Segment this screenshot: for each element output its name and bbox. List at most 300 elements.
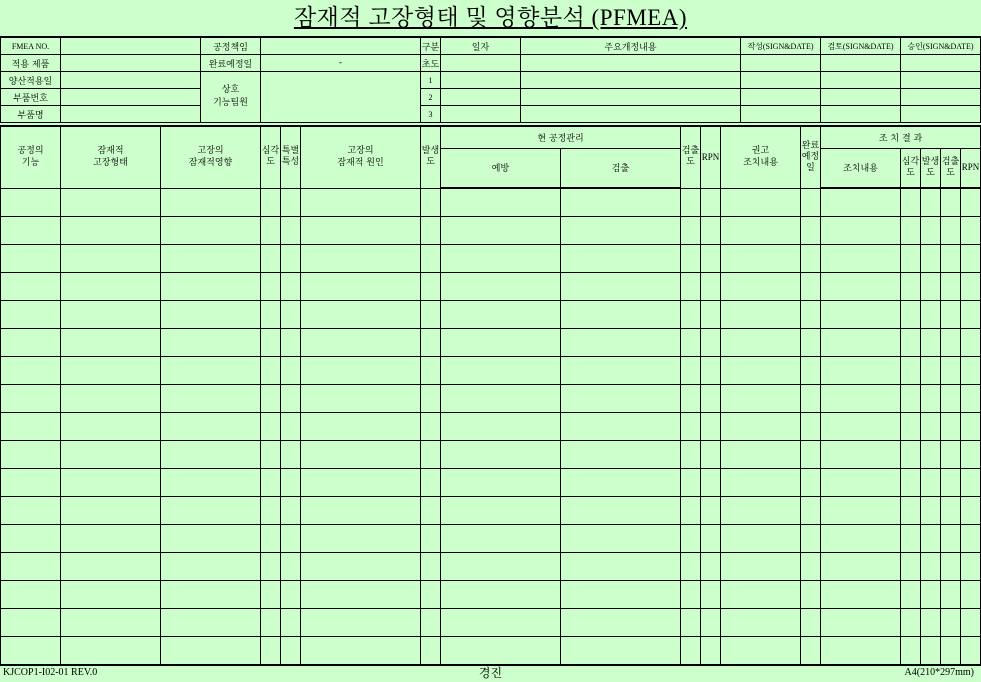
table-cell[interactable]: [281, 525, 301, 553]
table-cell[interactable]: [1, 329, 61, 357]
table-cell[interactable]: [281, 441, 301, 469]
table-cell[interactable]: [681, 609, 701, 637]
table-cell[interactable]: [1, 497, 61, 525]
table-cell[interactable]: [1, 188, 61, 217]
table-cell[interactable]: [421, 581, 441, 609]
table-cell[interactable]: [421, 413, 441, 441]
table-cell[interactable]: [941, 245, 961, 273]
table-cell[interactable]: [901, 413, 921, 441]
table-cell[interactable]: [681, 217, 701, 245]
table-cell[interactable]: [901, 357, 921, 385]
rev-date-cell[interactable]: [441, 72, 521, 89]
table-cell[interactable]: [701, 637, 721, 666]
table-cell[interactable]: [281, 413, 301, 441]
table-cell[interactable]: [441, 413, 561, 441]
fmea-no-value[interactable]: [61, 37, 201, 55]
table-cell[interactable]: [701, 329, 721, 357]
table-cell[interactable]: [901, 497, 921, 525]
table-cell[interactable]: [301, 497, 421, 525]
table-cell[interactable]: [801, 637, 821, 666]
table-cell[interactable]: [561, 188, 681, 217]
table-cell[interactable]: [441, 273, 561, 301]
table-cell[interactable]: [701, 217, 721, 245]
table-cell[interactable]: [561, 385, 681, 413]
table-cell[interactable]: [61, 581, 161, 609]
table-cell[interactable]: [61, 609, 161, 637]
table-cell[interactable]: [801, 553, 821, 581]
table-cell[interactable]: [161, 217, 261, 245]
table-cell[interactable]: [681, 301, 701, 329]
table-cell[interactable]: [301, 188, 421, 217]
table-cell[interactable]: [721, 469, 801, 497]
table-cell[interactable]: [1, 273, 61, 301]
table-cell[interactable]: [441, 217, 561, 245]
rev-content-cell[interactable]: [521, 106, 741, 123]
table-cell[interactable]: [441, 553, 561, 581]
part-no-value[interactable]: [61, 89, 201, 106]
table-cell[interactable]: [301, 413, 421, 441]
table-cell[interactable]: [161, 385, 261, 413]
table-cell[interactable]: [801, 385, 821, 413]
table-cell[interactable]: [721, 245, 801, 273]
table-cell[interactable]: [61, 329, 161, 357]
table-cell[interactable]: [961, 385, 981, 413]
table-cell[interactable]: [261, 581, 281, 609]
table-cell[interactable]: [921, 553, 941, 581]
table-cell[interactable]: [421, 273, 441, 301]
table-cell[interactable]: [921, 637, 941, 666]
table-cell[interactable]: [921, 273, 941, 301]
table-cell[interactable]: [921, 217, 941, 245]
table-cell[interactable]: [261, 357, 281, 385]
author-cell[interactable]: [741, 55, 821, 72]
table-cell[interactable]: [1, 525, 61, 553]
table-cell[interactable]: [681, 469, 701, 497]
table-cell[interactable]: [941, 413, 961, 441]
table-cell[interactable]: [801, 273, 821, 301]
table-cell[interactable]: [281, 329, 301, 357]
table-cell[interactable]: [301, 329, 421, 357]
table-cell[interactable]: [821, 441, 901, 469]
table-cell[interactable]: [561, 357, 681, 385]
table-cell[interactable]: [561, 329, 681, 357]
rev-date-cell[interactable]: [441, 55, 521, 72]
table-cell[interactable]: [261, 188, 281, 217]
table-cell[interactable]: [301, 581, 421, 609]
table-cell[interactable]: [941, 301, 961, 329]
rev-content-cell[interactable]: [521, 55, 741, 72]
table-cell[interactable]: [821, 581, 901, 609]
table-cell[interactable]: [821, 301, 901, 329]
table-cell[interactable]: [821, 637, 901, 666]
table-cell[interactable]: [61, 245, 161, 273]
table-cell[interactable]: [261, 497, 281, 525]
table-cell[interactable]: [681, 441, 701, 469]
table-cell[interactable]: [1, 609, 61, 637]
table-cell[interactable]: [261, 469, 281, 497]
table-cell[interactable]: [161, 273, 261, 301]
table-cell[interactable]: [941, 217, 961, 245]
table-cell[interactable]: [421, 217, 441, 245]
table-cell[interactable]: [161, 188, 261, 217]
table-cell[interactable]: [821, 188, 901, 217]
table-cell[interactable]: [561, 413, 681, 441]
table-cell[interactable]: [1, 357, 61, 385]
table-cell[interactable]: [801, 329, 821, 357]
table-cell[interactable]: [441, 469, 561, 497]
table-cell[interactable]: [681, 581, 701, 609]
table-cell[interactable]: [261, 217, 281, 245]
table-cell[interactable]: [681, 553, 701, 581]
table-cell[interactable]: [961, 469, 981, 497]
table-cell[interactable]: [961, 413, 981, 441]
table-cell[interactable]: [61, 497, 161, 525]
table-cell[interactable]: [301, 609, 421, 637]
table-cell[interactable]: [901, 469, 921, 497]
table-cell[interactable]: [1, 217, 61, 245]
table-cell[interactable]: [901, 609, 921, 637]
table-cell[interactable]: [61, 413, 161, 441]
table-cell[interactable]: [681, 329, 701, 357]
table-cell[interactable]: [681, 245, 701, 273]
table-cell[interactable]: [1, 413, 61, 441]
table-cell[interactable]: [701, 469, 721, 497]
table-cell[interactable]: [441, 441, 561, 469]
table-cell[interactable]: [421, 245, 441, 273]
table-cell[interactable]: [701, 188, 721, 217]
table-cell[interactable]: [961, 553, 981, 581]
table-cell[interactable]: [421, 357, 441, 385]
table-cell[interactable]: [441, 581, 561, 609]
review-cell[interactable]: [821, 89, 901, 106]
table-cell[interactable]: [301, 525, 421, 553]
table-cell[interactable]: [941, 525, 961, 553]
table-cell[interactable]: [941, 385, 961, 413]
table-cell[interactable]: [701, 357, 721, 385]
table-cell[interactable]: [281, 553, 301, 581]
rev-content-cell[interactable]: [521, 89, 741, 106]
table-cell[interactable]: [61, 301, 161, 329]
table-cell[interactable]: [701, 385, 721, 413]
table-cell[interactable]: [161, 329, 261, 357]
rev-date-cell[interactable]: [441, 89, 521, 106]
table-cell[interactable]: [701, 497, 721, 525]
table-cell[interactable]: [421, 497, 441, 525]
table-cell[interactable]: [721, 217, 801, 245]
table-cell[interactable]: [901, 329, 921, 357]
table-cell[interactable]: [421, 188, 441, 217]
table-cell[interactable]: [681, 497, 701, 525]
table-cell[interactable]: [721, 525, 801, 553]
table-cell[interactable]: [701, 553, 721, 581]
table-cell[interactable]: [281, 637, 301, 666]
table-cell[interactable]: [161, 245, 261, 273]
table-cell[interactable]: [961, 525, 981, 553]
part-name-value[interactable]: [61, 106, 201, 123]
table-cell[interactable]: [301, 357, 421, 385]
table-cell[interactable]: [1, 581, 61, 609]
table-cell[interactable]: [441, 637, 561, 666]
table-cell[interactable]: [561, 469, 681, 497]
table-cell[interactable]: [301, 217, 421, 245]
table-cell[interactable]: [421, 301, 441, 329]
table-cell[interactable]: [721, 553, 801, 581]
table-cell[interactable]: [261, 441, 281, 469]
table-cell[interactable]: [261, 525, 281, 553]
table-cell[interactable]: [301, 385, 421, 413]
table-cell[interactable]: [941, 609, 961, 637]
table-cell[interactable]: [821, 525, 901, 553]
table-cell[interactable]: [681, 357, 701, 385]
table-cell[interactable]: [941, 357, 961, 385]
author-cell[interactable]: [741, 106, 821, 123]
table-cell[interactable]: [821, 553, 901, 581]
author-cell[interactable]: [741, 89, 821, 106]
table-cell[interactable]: [261, 301, 281, 329]
table-cell[interactable]: [921, 413, 941, 441]
table-cell[interactable]: [821, 273, 901, 301]
table-cell[interactable]: [301, 245, 421, 273]
table-cell[interactable]: [161, 469, 261, 497]
table-cell[interactable]: [1, 441, 61, 469]
table-cell[interactable]: [301, 637, 421, 666]
table-cell[interactable]: [821, 497, 901, 525]
table-cell[interactable]: [921, 609, 941, 637]
table-cell[interactable]: [801, 413, 821, 441]
table-cell[interactable]: [721, 357, 801, 385]
table-cell[interactable]: [701, 273, 721, 301]
table-cell[interactable]: [701, 525, 721, 553]
table-cell[interactable]: [441, 245, 561, 273]
table-cell[interactable]: [721, 273, 801, 301]
table-cell[interactable]: [901, 525, 921, 553]
table-cell[interactable]: [941, 273, 961, 301]
table-cell[interactable]: [721, 581, 801, 609]
table-cell[interactable]: [161, 357, 261, 385]
table-cell[interactable]: [561, 553, 681, 581]
table-cell[interactable]: [921, 245, 941, 273]
table-cell[interactable]: [901, 637, 921, 666]
table-cell[interactable]: [941, 553, 961, 581]
table-cell[interactable]: [61, 469, 161, 497]
table-cell[interactable]: [1, 245, 61, 273]
table-cell[interactable]: [161, 413, 261, 441]
table-cell[interactable]: [561, 441, 681, 469]
table-cell[interactable]: [961, 637, 981, 666]
table-cell[interactable]: [161, 525, 261, 553]
table-cell[interactable]: [61, 188, 161, 217]
table-cell[interactable]: [681, 273, 701, 301]
table-cell[interactable]: [261, 329, 281, 357]
table-cell[interactable]: [801, 581, 821, 609]
table-cell[interactable]: [301, 273, 421, 301]
table-cell[interactable]: [901, 245, 921, 273]
table-cell[interactable]: [901, 385, 921, 413]
table-cell[interactable]: [261, 245, 281, 273]
table-cell[interactable]: [961, 301, 981, 329]
table-cell[interactable]: [561, 217, 681, 245]
mass-prod-value[interactable]: [61, 72, 201, 89]
table-cell[interactable]: [281, 581, 301, 609]
table-cell[interactable]: [441, 609, 561, 637]
table-cell[interactable]: [281, 497, 301, 525]
table-cell[interactable]: [821, 245, 901, 273]
table-cell[interactable]: [941, 188, 961, 217]
table-cell[interactable]: [961, 329, 981, 357]
table-cell[interactable]: [261, 637, 281, 666]
table-cell[interactable]: [921, 441, 941, 469]
table-cell[interactable]: [61, 553, 161, 581]
rev-content-cell[interactable]: [521, 72, 741, 89]
table-cell[interactable]: [281, 301, 301, 329]
table-cell[interactable]: [701, 581, 721, 609]
table-cell[interactable]: [561, 497, 681, 525]
table-cell[interactable]: [721, 188, 801, 217]
table-cell[interactable]: [421, 637, 441, 666]
table-cell[interactable]: [921, 497, 941, 525]
table-cell[interactable]: [261, 609, 281, 637]
apply-product-value[interactable]: [61, 55, 201, 72]
table-cell[interactable]: [61, 273, 161, 301]
table-cell[interactable]: [721, 609, 801, 637]
author-cell[interactable]: [741, 72, 821, 89]
table-cell[interactable]: [721, 413, 801, 441]
table-cell[interactable]: [301, 301, 421, 329]
table-cell[interactable]: [801, 497, 821, 525]
table-cell[interactable]: [941, 329, 961, 357]
table-cell[interactable]: [941, 581, 961, 609]
approve-cell[interactable]: [901, 106, 981, 123]
table-cell[interactable]: [721, 329, 801, 357]
table-cell[interactable]: [921, 385, 941, 413]
table-cell[interactable]: [281, 357, 301, 385]
table-cell[interactable]: [681, 525, 701, 553]
table-cell[interactable]: [961, 441, 981, 469]
table-cell[interactable]: [961, 581, 981, 609]
table-cell[interactable]: [901, 441, 921, 469]
table-cell[interactable]: [921, 357, 941, 385]
table-cell[interactable]: [901, 273, 921, 301]
table-cell[interactable]: [561, 273, 681, 301]
table-cell[interactable]: [961, 188, 981, 217]
table-cell[interactable]: [941, 637, 961, 666]
table-cell[interactable]: [901, 301, 921, 329]
table-cell[interactable]: [281, 609, 301, 637]
table-cell[interactable]: [421, 609, 441, 637]
table-cell[interactable]: [961, 217, 981, 245]
table-cell[interactable]: [701, 609, 721, 637]
table-cell[interactable]: [1, 637, 61, 666]
table-cell[interactable]: [161, 441, 261, 469]
approve-cell[interactable]: [901, 89, 981, 106]
table-cell[interactable]: [941, 497, 961, 525]
table-cell[interactable]: [921, 301, 941, 329]
table-cell[interactable]: [61, 357, 161, 385]
table-cell[interactable]: [161, 553, 261, 581]
table-cell[interactable]: [441, 301, 561, 329]
table-cell[interactable]: [921, 329, 941, 357]
table-cell[interactable]: [161, 497, 261, 525]
table-cell[interactable]: [941, 441, 961, 469]
table-cell[interactable]: [921, 525, 941, 553]
table-cell[interactable]: [261, 385, 281, 413]
table-cell[interactable]: [801, 441, 821, 469]
table-cell[interactable]: [441, 188, 561, 217]
table-cell[interactable]: [801, 609, 821, 637]
table-cell[interactable]: [281, 273, 301, 301]
table-cell[interactable]: [441, 357, 561, 385]
table-cell[interactable]: [721, 301, 801, 329]
table-cell[interactable]: [421, 525, 441, 553]
process-owner-value[interactable]: [261, 37, 421, 55]
table-cell[interactable]: [441, 497, 561, 525]
table-cell[interactable]: [681, 413, 701, 441]
table-cell[interactable]: [161, 301, 261, 329]
table-cell[interactable]: [961, 609, 981, 637]
table-cell[interactable]: [901, 553, 921, 581]
table-cell[interactable]: [281, 385, 301, 413]
table-cell[interactable]: [421, 329, 441, 357]
table-cell[interactable]: [821, 217, 901, 245]
table-cell[interactable]: [921, 581, 941, 609]
table-cell[interactable]: [941, 469, 961, 497]
table-cell[interactable]: [681, 385, 701, 413]
table-cell[interactable]: [561, 245, 681, 273]
table-cell[interactable]: [721, 637, 801, 666]
table-cell[interactable]: [161, 609, 261, 637]
table-cell[interactable]: [561, 637, 681, 666]
table-cell[interactable]: [801, 217, 821, 245]
table-cell[interactable]: [821, 385, 901, 413]
table-cell[interactable]: [961, 357, 981, 385]
table-cell[interactable]: [821, 609, 901, 637]
review-cell[interactable]: [821, 55, 901, 72]
table-cell[interactable]: [561, 301, 681, 329]
table-cell[interactable]: [421, 469, 441, 497]
table-cell[interactable]: [301, 469, 421, 497]
rev-date-cell[interactable]: [441, 106, 521, 123]
table-cell[interactable]: [421, 441, 441, 469]
table-cell[interactable]: [261, 413, 281, 441]
table-cell[interactable]: [901, 217, 921, 245]
table-cell[interactable]: [441, 385, 561, 413]
table-cell[interactable]: [161, 581, 261, 609]
table-cell[interactable]: [801, 357, 821, 385]
table-cell[interactable]: [281, 188, 301, 217]
approve-cell[interactable]: [901, 72, 981, 89]
table-cell[interactable]: [721, 441, 801, 469]
table-cell[interactable]: [281, 469, 301, 497]
table-cell[interactable]: [821, 357, 901, 385]
table-cell[interactable]: [681, 637, 701, 666]
approve-cell[interactable]: [901, 55, 981, 72]
table-cell[interactable]: [1, 469, 61, 497]
table-cell[interactable]: [281, 245, 301, 273]
table-cell[interactable]: [681, 188, 701, 217]
table-cell[interactable]: [721, 497, 801, 525]
table-cell[interactable]: [801, 188, 821, 217]
table-cell[interactable]: [441, 329, 561, 357]
table-cell[interactable]: [821, 469, 901, 497]
table-cell[interactable]: [561, 525, 681, 553]
table-cell[interactable]: [801, 245, 821, 273]
table-cell[interactable]: [821, 413, 901, 441]
table-cell[interactable]: [801, 469, 821, 497]
table-cell[interactable]: [261, 553, 281, 581]
table-cell[interactable]: [801, 301, 821, 329]
table-cell[interactable]: [301, 553, 421, 581]
table-cell[interactable]: [61, 217, 161, 245]
